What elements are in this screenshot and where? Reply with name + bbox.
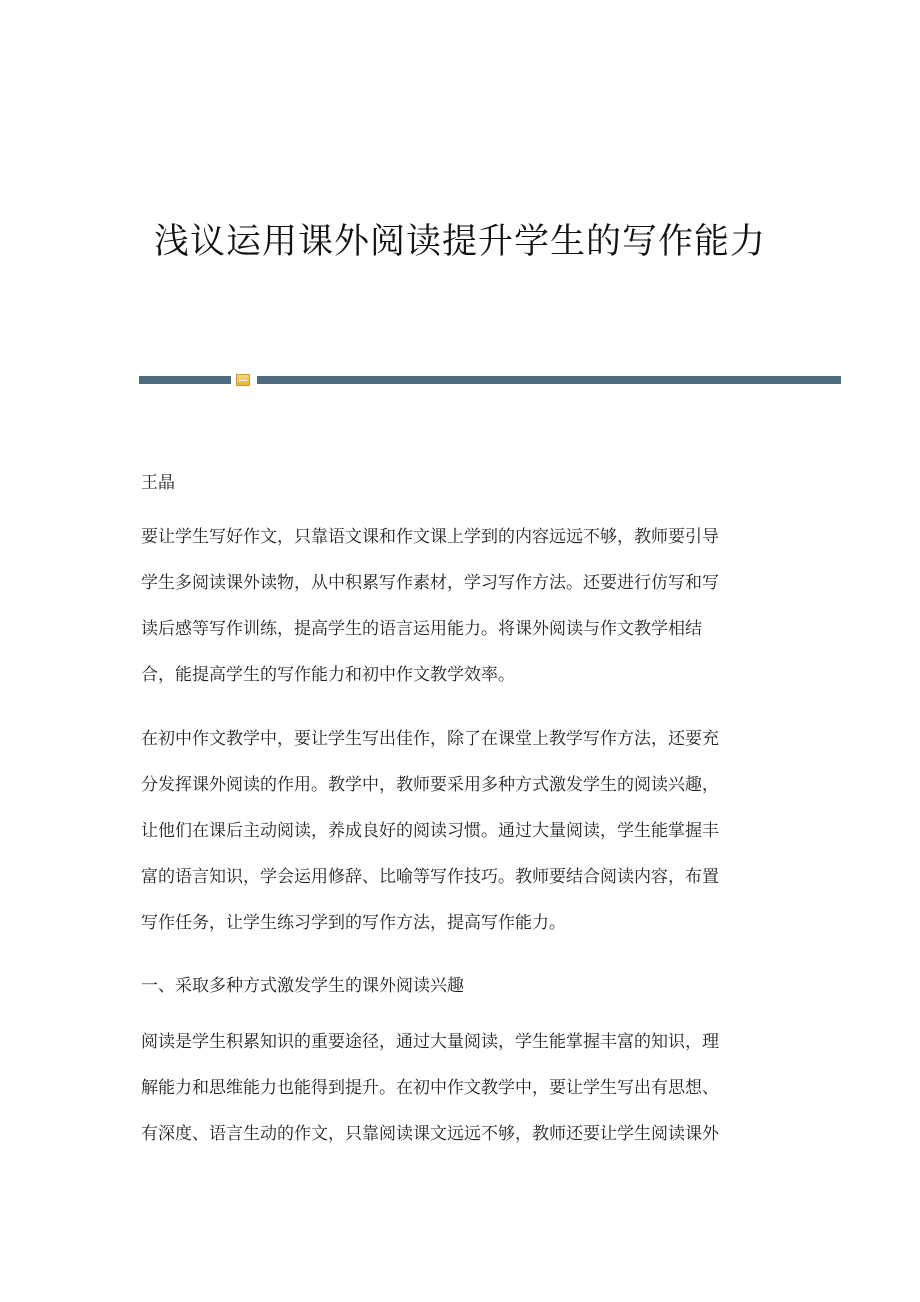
divider-bar-right [257,376,841,384]
paragraph-line: 在初中作文教学中，要让学生写出佳作，除了在课堂上教学写作方法，还要充 [141,729,719,749]
paragraph-line: 合，能提高学生的写作能力和初中作文教学效率。 [141,665,515,685]
paragraph-line: 分发挥课外阅读的作用。教学中，教师要采用多种方式激发学生的阅读兴趣， [141,775,719,795]
paragraph-line: 有深度、语言生动的作文，只靠阅读课文远远不够，教师还要让学生阅读课外 [141,1124,719,1144]
section-heading-text: 一、采取多种方式激发学生的课外阅读兴趣 [141,976,464,996]
paragraph-3 [141,1019,771,1157]
paragraph-2 [141,716,771,946]
author-name: 王晶 [141,473,175,493]
paragraph-line: 让他们在课后主动阅读，养成良好的阅读习惯。通过大量阅读，学生能掌握丰 [141,821,719,841]
section-heading-1 [141,963,771,1009]
paragraph-line: 解能力和思维能力也能得到提升。在初中作文教学中，要让学生写出有思想、 [141,1078,719,1098]
title-divider [139,374,841,386]
divider-bar-left [139,376,231,384]
paragraph-line: 富的语言知识，学会运用修辞、比喻等写作技巧。教师要结合阅读内容，布置 [141,867,719,887]
paragraph-line: 阅读是学生积累知识的重要途径，通过大量阅读，学生能掌握丰富的知识，理 [141,1032,719,1052]
paragraph-1 [141,514,771,698]
paragraph-line: 要让学生写好作文，只靠语文课和作文课上学到的内容远远不够，教师要引导 [141,527,719,547]
paragraph-line: 学生多阅读课外读物，从中积累写作素材，学习写作方法。还要进行仿写和写 [141,573,719,593]
paragraph-line: 读后感等写作训练，提高学生的语言运用能力。将课外阅读与作文教学相结 [141,619,702,639]
divider-marker-icon [236,374,250,386]
document-title: 浅议运用课外阅读提升学生的写作能力 [153,222,766,262]
paragraph-line: 写作任务，让学生练习学到的写作方法，提高写作能力。 [141,913,566,933]
